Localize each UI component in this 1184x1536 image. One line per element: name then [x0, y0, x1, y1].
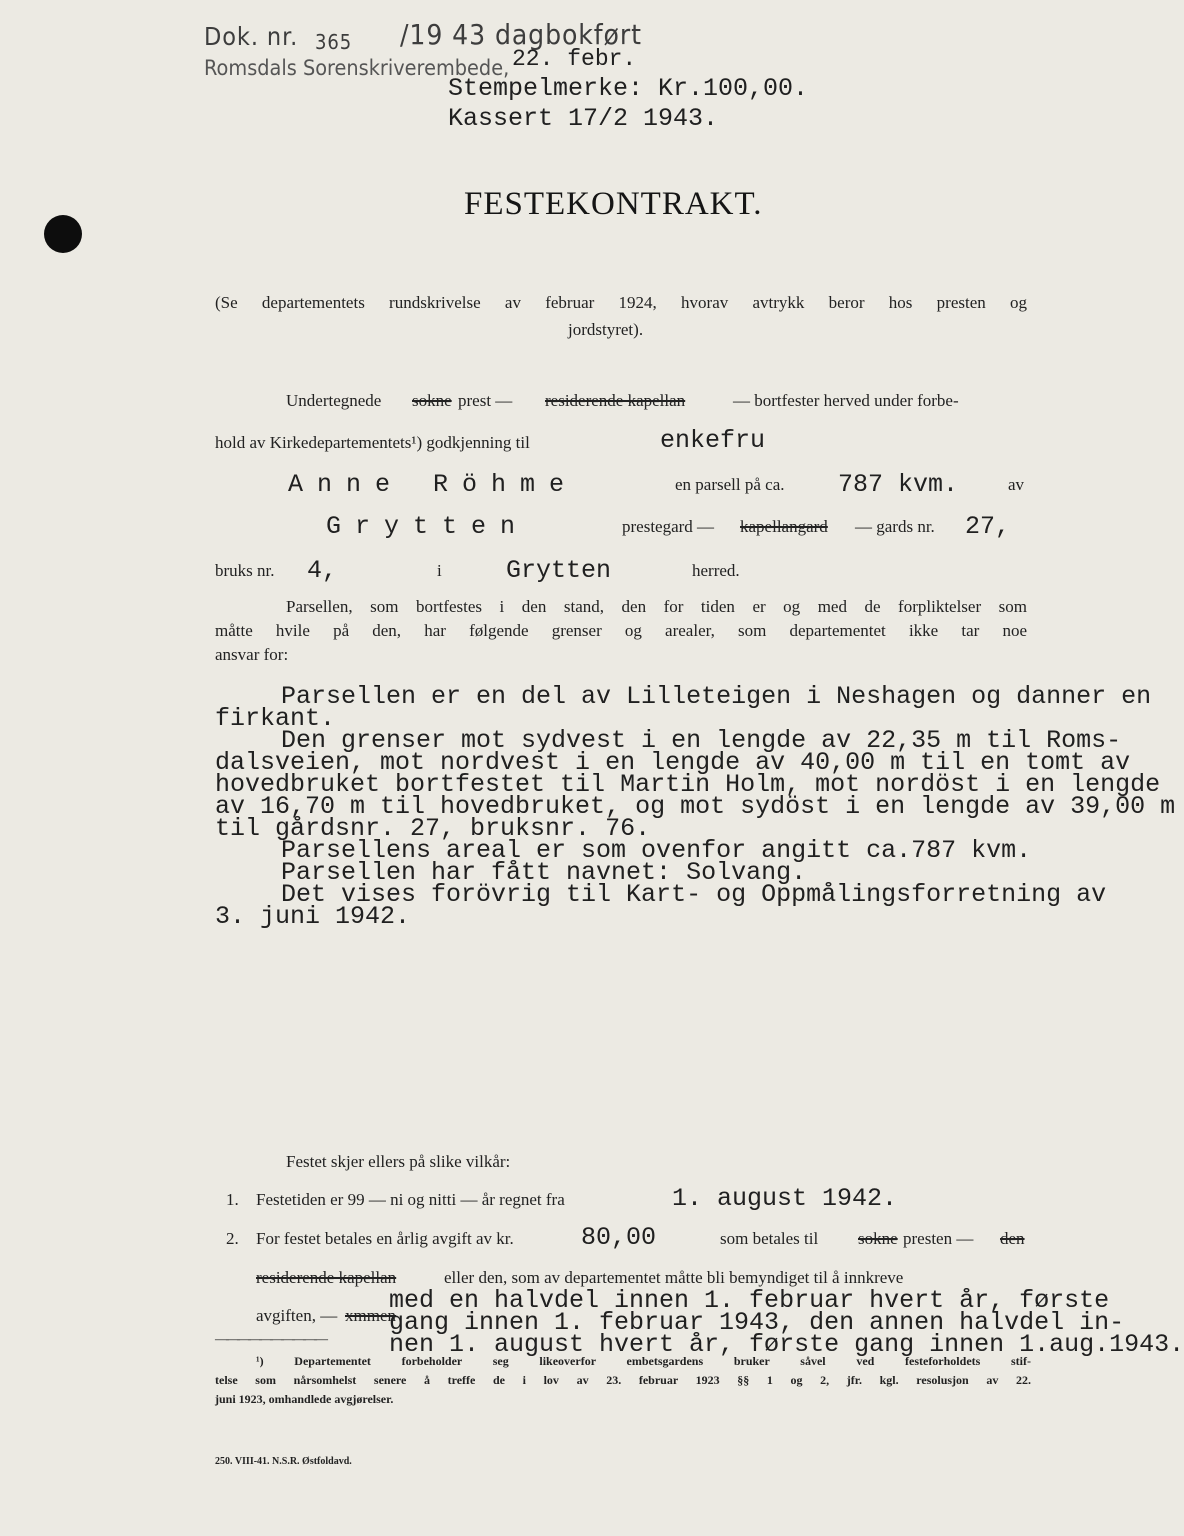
kassert: Kassert 17/2 1943.: [448, 104, 719, 133]
item2-to: som betales til: [720, 1229, 819, 1248]
item1-text: Festetiden er 99 — ni og nitti — år regnet fra: [256, 1190, 565, 1209]
residerende-struck-2: residerende kapellan: [256, 1268, 397, 1287]
typed-line: Den grenser mot sydvest i en lengde av 22,35 m til Roms-: [281, 726, 1122, 755]
footnote-line-3: juni 1923, omhandlede avgjørelser.: [215, 1392, 394, 1406]
typed-line: til gårdsnr. 27, bruksnr. 76.: [215, 814, 651, 843]
prestegard: prestegard —: [622, 517, 715, 536]
footnote-divider: ——————————: [215, 1332, 325, 1347]
herred-value: Grytten: [506, 556, 612, 585]
godkjenning-line: hold av Kirkedepartementets¹) godkjenning til: [215, 433, 530, 452]
office-stamp: Romsdals Sorenskriverembede,: [204, 56, 510, 80]
intro-line-2: jordstyret).: [568, 320, 644, 339]
kapellangard-struck: kapellangard: [740, 517, 828, 536]
residerende-struck: residerende kapellan: [545, 391, 686, 410]
para2-line-2: måtte hvile på den, har følgende grenser og arealer, som departementet ikke tar noe: [215, 621, 1027, 640]
stempelmerke: Stempelmerke: Kr.100,00.: [448, 74, 809, 103]
item2-line-2: eller den, som av departementet måtte bli bemyndiget til å innkreve: [444, 1268, 904, 1287]
page-title: FESTEKONTRAKT.: [464, 186, 763, 222]
undertegnede: Undertegnede: [286, 391, 382, 410]
gards-nr-label: — gards nr.: [855, 517, 935, 536]
para2-line-1: Parsellen, som bortfestes i den stand, den for tiden er og med de forpliktelser som: [286, 597, 1027, 616]
typed-line: hovedbruket bortfestet til Martin Holm, mot nordöst i en lengde: [215, 770, 1161, 799]
bruks-nr-label: bruks nr.: [215, 561, 275, 580]
parish-place: Grytten: [326, 512, 530, 541]
punch-hole: [44, 215, 82, 253]
conditions-heading: Festet skjer ellers på slike vilkår:: [286, 1152, 511, 1171]
item2-text: For festet betales en årlig avgift av kr.: [256, 1229, 514, 1248]
parsell-label: en parsell på ca.: [675, 475, 785, 494]
typed-line: firkant.: [215, 704, 336, 733]
bortfester: — bortfester herved under forbe-: [733, 391, 959, 410]
avgiften: avgiften, —: [256, 1306, 338, 1325]
year-registered: /19 43 dagbokført: [400, 18, 642, 51]
para2-line-3: ansvar for:: [215, 645, 289, 664]
lessee-name: Anne Röhme: [288, 470, 579, 499]
footnote-line-1: ¹) Departementet forbeholder seg likeoverfor embetsgardens bruker såvel ved festeforholdets stif-: [256, 1354, 1031, 1368]
typed-line: 3. juni 1942.: [215, 902, 411, 931]
i-word: i: [437, 561, 442, 580]
enkefru: enkefru: [660, 426, 766, 455]
av: av: [1008, 475, 1025, 494]
area-kvm: 787 kvm.: [838, 470, 959, 499]
item2-amount: 80,00: [581, 1223, 657, 1252]
gards-nr-value: 27,: [965, 512, 1011, 541]
intro-line-1: (Se departementets rundskrivelse av februar 1924, hvorav avtrykk beror hos presten og: [215, 293, 1027, 312]
typed-line: dalsveien, mot nordvest i en lengde av 40,00 m til en tomt av: [215, 748, 1131, 777]
presten: presten —: [903, 1229, 974, 1248]
sokne-struck-2: sokne: [858, 1229, 898, 1248]
typed-line: Det vises forövrig til Kart- og Oppmålingsforretning av: [281, 880, 1107, 909]
item2-number: 2.: [226, 1229, 239, 1248]
item1-date: 1. august 1942.: [672, 1184, 898, 1213]
stamp-date: 22. febr.: [512, 46, 637, 72]
footnote-line-2: telse som nårsomhelst senere å treffe de i lov av 23. februar 1923 §§ 1 og 2, jfr. kgl. resolusjon av 22.: [215, 1373, 1031, 1387]
typed-line: Parsellen har fått navnet: Solvang.: [281, 858, 807, 887]
printer-mark: 250. VIII-41. N.S.R. Østfoldavd.: [215, 1456, 352, 1467]
typed-line: Parsellens areal er som ovenfor angitt ca.787 kvm.: [281, 836, 1032, 865]
den-struck: den: [1000, 1229, 1025, 1248]
sokne-struck: sokne: [412, 391, 452, 410]
prest: prest —: [458, 391, 513, 410]
dok-nr-value: 365: [315, 30, 353, 54]
item1-number: 1.: [226, 1190, 239, 1209]
bruks-nr-value: 4,: [307, 556, 338, 585]
typed-line: av 16,70 m til hovedbruket, og mot sydöst i en lengde av 39,00 m: [215, 792, 1176, 821]
dok-nr-label: Dok. nr.: [204, 22, 299, 51]
payment-typed-2: gang innen 1. februar 1943, den annen halvdel in-: [389, 1308, 1125, 1337]
payment-typed-3: nen 1. august hvert år, første gang innen 1.aug.1943.: [389, 1330, 1184, 1359]
herred-label: herred.: [692, 561, 740, 580]
typed-line: Parsellen er en del av Lilleteigen i Neshagen og danner en: [281, 682, 1152, 711]
payment-typed-1: med en halvdel innen 1. februar hvert år, første: [389, 1286, 1110, 1315]
xmmen-struck: xmmen: [345, 1306, 396, 1325]
